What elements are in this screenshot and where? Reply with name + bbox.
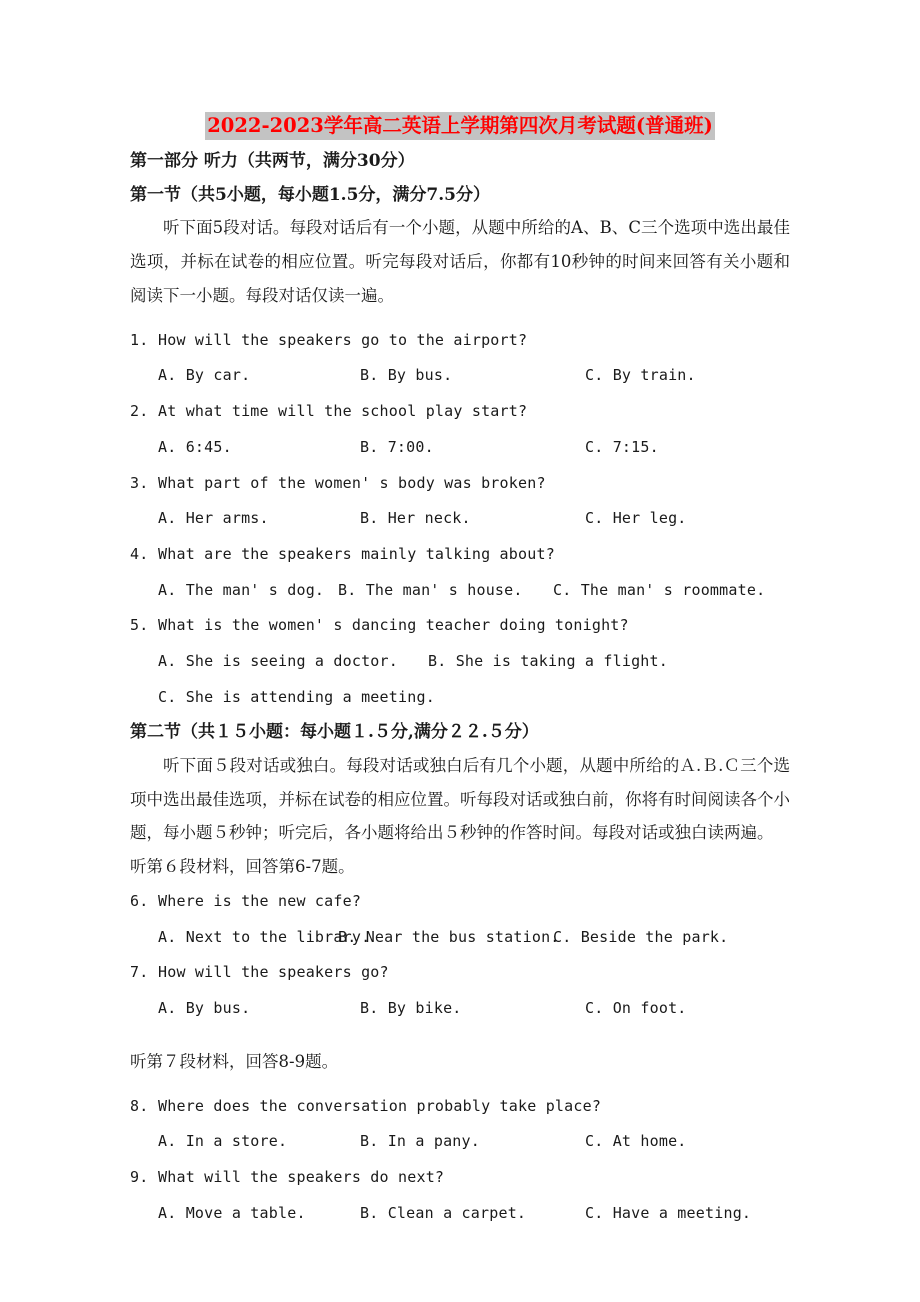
question-5-number: 5.: [130, 616, 149, 635]
question-2-option-b[interactable]: B. 7:00.: [360, 437, 434, 456]
question-9-option-b[interactable]: B. Clean a carpet.: [360, 1203, 527, 1222]
question-6: [130, 884, 790, 955]
question-7: [130, 955, 790, 1026]
question-2-stem: [130, 394, 790, 430]
page-title-text: 2022-2023学年高二英语上学期第四次月考试题(普通班): [205, 112, 715, 140]
question-9-number: 9.: [130, 1167, 149, 1186]
question-9-option-a[interactable]: A. Move a table.: [158, 1203, 306, 1222]
question-7-option-a[interactable]: A. By bus.: [158, 999, 251, 1018]
question-2-option-c[interactable]: C. 7:15.: [585, 437, 659, 456]
question-8-text: Where does the conversation probably take place?: [158, 1096, 602, 1115]
question-5-text: What is the women' s dancing teacher doing tonight?: [158, 616, 629, 635]
question-8-options: [130, 1124, 790, 1160]
question-8-number: 8.: [130, 1096, 149, 1115]
question-1-stem: [130, 323, 790, 359]
question-6-option-a[interactable]: A. Next to the library.: [158, 927, 371, 946]
question-6-option-b[interactable]: B. Near the bus station.: [338, 927, 560, 946]
question-9-text: What will the speakers do next?: [158, 1167, 445, 1186]
question-6-options: [130, 920, 790, 956]
question-1: [130, 323, 790, 394]
question-5-options-line1: [130, 644, 790, 680]
question-3-option-c[interactable]: C. Her leg.: [585, 509, 687, 528]
question-1-option-a[interactable]: A. By car.: [158, 366, 251, 385]
question-8-option-b[interactable]: B. In a pany.: [360, 1132, 480, 1151]
question-2-number: 2.: [130, 402, 149, 421]
question-2-option-a[interactable]: A. 6:45.: [158, 437, 232, 456]
document-content: [130, 112, 790, 1231]
question-4-option-a[interactable]: A. The man' s dog.: [158, 580, 325, 599]
question-3-options: [130, 501, 790, 537]
question-9: [130, 1160, 790, 1231]
question-3-option-b[interactable]: B. Her neck.: [360, 509, 471, 528]
question-2-text: At what time will the school play start?: [158, 402, 528, 421]
material-7-label: 听第７段材料，回答8-9题。: [130, 1051, 339, 1071]
question-4-option-c[interactable]: C. The man' s roommate.: [553, 580, 766, 599]
question-3-stem: [130, 466, 790, 502]
section1-heading: 第一节（共5小题，每小题1.5分，满分7.5分）: [130, 184, 490, 205]
question-1-option-b[interactable]: B. By bus.: [360, 366, 453, 385]
question-5: [130, 608, 790, 715]
question-7-option-b[interactable]: B. By bike.: [360, 999, 462, 1018]
question-2-options: [130, 430, 790, 466]
question-5-options-line2: [130, 680, 790, 716]
question-5-option-c[interactable]: C. She is attending a meeting.: [158, 687, 435, 706]
material-6-label: 听第６段材料，回答第6-7题。: [130, 857, 355, 877]
question-7-stem: [130, 955, 790, 991]
section2-instructions: 听下面５段对话或独白。每段对话或独白后有几个小题，从题中所给的Ａ.Ｂ.Ｃ三个选项中选出最佳选项，并标在试卷的相应位置。听每段对话或独白前，你将有时间阅读各个小题，每小题５秒钟；听完后，各小题将给出５秒钟的作答时间。每段对话或独白读两遍。: [130, 755, 790, 843]
question-7-option-c[interactable]: C. On foot.: [585, 999, 687, 1018]
question-3-number: 3.: [130, 473, 149, 492]
question-6-number: 6.: [130, 892, 149, 910]
question-3-text: What part of the women' s body was broken?: [158, 473, 546, 492]
question-4-option-b[interactable]: B. The man' s house.: [338, 580, 523, 599]
question-4-text: What are the speakers mainly talking about?: [158, 544, 555, 563]
question-8-option-c[interactable]: C. At home.: [585, 1132, 687, 1151]
question-8-option-a[interactable]: A. In a store.: [158, 1132, 288, 1151]
question-9-options: [130, 1196, 790, 1232]
question-6-text: Where is the new cafe?: [158, 892, 362, 910]
question-7-text: How will the speakers go?: [158, 963, 389, 982]
question-4-options: [130, 573, 790, 609]
question-8: [130, 1089, 790, 1160]
question-6-option-c[interactable]: C. Beside the park.: [553, 927, 729, 946]
question-9-stem: [130, 1160, 790, 1196]
question-4-stem: [130, 537, 790, 573]
question-9-option-c[interactable]: C. Have a meeting.: [585, 1203, 752, 1222]
question-7-options: [130, 991, 790, 1027]
section2-heading: 第二节（共１５小题：每小题１.５分,满分２２.５分）: [130, 722, 539, 743]
question-5-option-b[interactable]: B. She is taking a flight.: [428, 651, 668, 670]
question-3-option-a[interactable]: A. Her arms.: [158, 509, 269, 528]
question-7-number: 7.: [130, 963, 149, 982]
section1-instructions: 听下面5段对话。每段对话后有一个小题，从题中所给的A、B、C三个选项中选出最佳选项，并标在试卷的相应位置。听完每段对话后，你都有10秒钟的时间来回答有关小题和阅读下一小题。每段对话仅读一遍。: [130, 218, 790, 305]
question-8-stem: [130, 1089, 790, 1125]
question-4-number: 4.: [130, 544, 149, 563]
question-2: [130, 394, 790, 465]
question-6-stem: [130, 884, 790, 920]
page-title: [130, 112, 790, 140]
question-1-options: [130, 358, 790, 394]
question-5-stem: [130, 608, 790, 644]
question-5-option-a[interactable]: A. She is seeing a doctor.: [158, 651, 398, 670]
question-4: [130, 537, 790, 608]
question-1-option-c[interactable]: C. By train.: [585, 366, 696, 385]
question-1-number: 1.: [130, 330, 149, 349]
question-1-text: How will the speakers go to the airport?: [158, 330, 528, 349]
question-3: [130, 466, 790, 537]
part1-heading: 第一部分 听力（共两节，满分30分）: [130, 151, 415, 172]
